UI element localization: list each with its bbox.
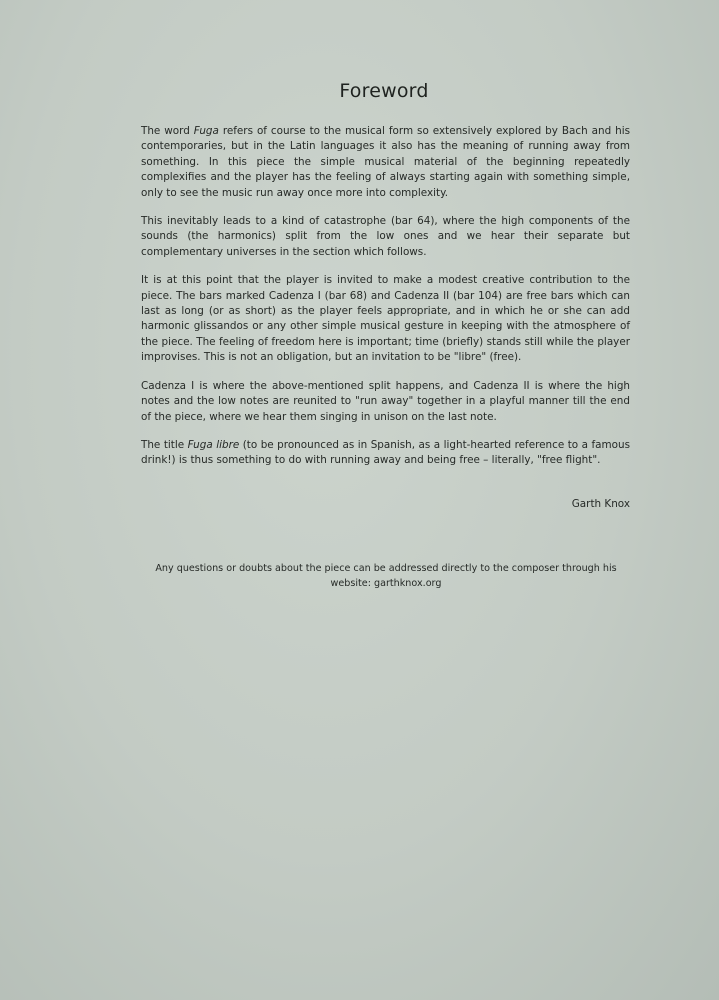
paragraph-1-italic: Fuga [193, 125, 219, 137]
paragraph-5-italic: Fuga libre [187, 438, 240, 451]
contact-note-line-2: website: garthknox.org [330, 578, 442, 589]
foreword-body [141, 124, 630, 482]
paragraph-3: It is at this point that the player is invited to make a modest creative contribution to the piece. The bars marked Cadenza I (bar 68) and Cadenza II (bar 104) are free bars which can last as long (or as short) as the player feels appropriate, and in which he or she can add harmonic glissandos or any other simple musical gesture in keeping with the atmosphere of the piece. The feeling of freedom here is important; time (briefly) stands still while the player improvises. This is not an obligation, but an invitation to be "libre" (free). [141, 274, 630, 364]
page-title: Foreword [339, 80, 429, 102]
contact-note-line-1: Any questions or doubts about the piece can be addressed directly to the composer through his [155, 563, 617, 574]
paragraph-5-start: The title [141, 438, 188, 451]
author-signature: Garth Knox [571, 498, 630, 510]
contact-note [140, 561, 632, 591]
paragraph-1-rest: refers of course to the musical form so extensively explored by Bach and his contemporaries, but in the Latin languages it also has the meaning of running away from something. In this piece the simple musical material of the beginning repeatedly complexifies and the player has the feeling of always starting again with something simple, only to see the music run away once more into complexity. [141, 125, 630, 199]
paragraph-5-rest: (to be pronounced as in Spanish, as a light-hearted reference to a famous drink!) is thus something to do with running away and being free – literally, "free flight". [141, 438, 630, 467]
paragraph-1-start: The word [141, 125, 194, 137]
paragraph-5 [141, 438, 630, 469]
paragraph-4: Cadenza I is where the above-mentioned split happens, and Cadenza II is where the high notes and the low notes are reunited to "run away" together in a playful manner till the end of the piece, where we hear them singing in unison on the last note. [141, 379, 630, 423]
paragraph-2: This inevitably leads to a kind of catastrophe (bar 64), where the high components of the sounds (the harmonics) split from the low ones and we hear their separate but complementary universes in the section which follows. [141, 215, 630, 258]
paragraph-1 [141, 124, 630, 201]
